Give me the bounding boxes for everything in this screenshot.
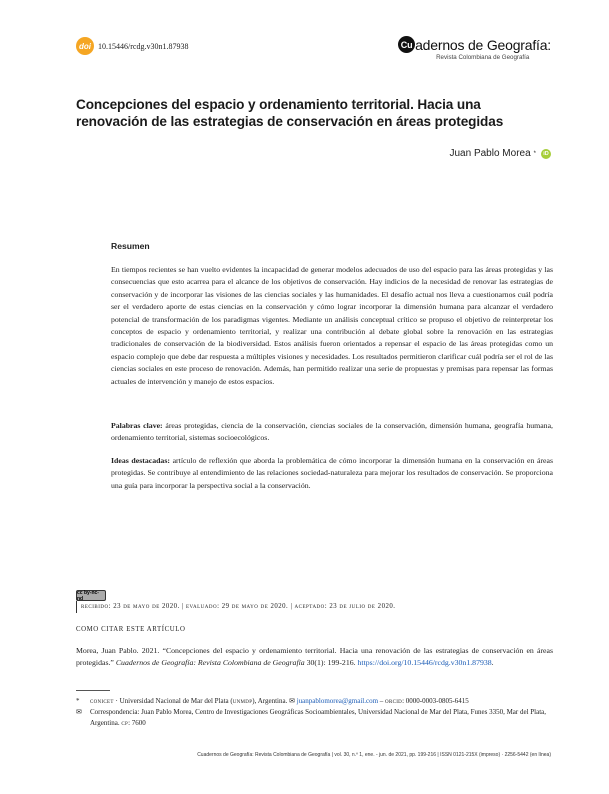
highlights-text: artículo de reflexión que aborda la problemática de cómo incorporar la dimensión humana en la conservación en áreas protegidas. Se contribuye al entendimiento de las relaciones sociedad-naturaleza para mejorar los resultados de conservación. Se proporciona una guía para incorporar la perspectiva social a la conservación.: [111, 456, 553, 490]
keywords: [111, 420, 553, 445]
doi-row: [76, 37, 188, 55]
journal-name-text: adernos de Geografía:: [415, 36, 551, 53]
abstract-body: En tiempos recientes se han vuelto evidentes la incapacidad de generar modelos adecuados de uso del espacio para las áreas protegidas y las consecuencias que esto acarrea para el alcance de los objetivos de conservación. Hay indicios de la necesidad de renovar las estrategias de conservación y de incorporar las visiones de las ciencias sociales y las humanidades. El desafío actual nos lleva a cuestionarnos cuál podría ser el verdadero aporte de estas ciencias en la conservación y cómo lograr incorporar la dimensión humana para alcanzar el verdadero potencial de transformación de los paradigmas vigentes. Mediante un análisis conceptual crítico se propuso el objetivo de reinterpretar los conceptos de espacio y ordenamiento territorial, y realizar una contribución al debate global sobre la renovación en las estrategias tradicionales de conservación de la biodiversidad. Estos análisis fueron orientados a repensar el espacio de las áreas protegidas como un espacio complejo que debe dar respuesta a múltiples visiones y necesidades. Los resultados permitieron clarificar cuál podría ser el rol de las ciencias sociales en este proceso de renovación. Además, han permitido realizar una serie de propuestas y premisas para repensar las formas actuales de intervención y manejo de estos espacios.: [111, 265, 553, 386]
postal-code-value: : 7600: [128, 719, 146, 727]
citation: [76, 645, 553, 669]
abstract-heading: Resumen: [111, 241, 150, 251]
affiliation-conicet: conicet: [90, 697, 114, 705]
footnotes: [76, 696, 553, 729]
footnote-correspondence: [76, 707, 553, 729]
keywords-label: Palabras clave:: [111, 421, 163, 430]
orcid-value: : 0000-0003-0805-6415: [402, 697, 469, 705]
author-name: Juan Pablo Morea: [449, 148, 531, 159]
citation-journal: Cuadernos de Geografía: Revista Colombiana de Geografía: [115, 658, 305, 668]
email-icon: ✉: [289, 697, 295, 705]
cc-license-text: cc by-nc-nd: [77, 589, 99, 602]
journal-mark-icon: Cu: [398, 36, 415, 53]
dates-divider: [76, 601, 77, 613]
author-row: [449, 148, 551, 159]
author-footnote-mark: *: [533, 150, 536, 157]
footnote-affiliation: [76, 696, 553, 707]
postal-code-label: cp: [121, 719, 129, 727]
affiliation-unmdp: unmdp: [232, 697, 253, 705]
author-email-link[interactable]: juanpablomorea@gmail.com: [296, 697, 379, 705]
citation-heading: COMO CITAR ESTE ARTÍCULO: [76, 626, 186, 633]
page-footer: Cuadernos de Geografía: Revista Colombiana de Geografía | vol. 30, n.º 1, ene. - jun. de 2021, pp. 199-216 | ISSN 0121-215X (impreso) · 2256-5442 (en línea): [197, 752, 551, 758]
journal-logo: [398, 36, 551, 61]
citation-issue: 30(1): 199-216.: [304, 658, 358, 668]
affiliation-country: ), Argentina.: [252, 697, 290, 705]
journal-subtitle: Revista Colombiana de Geografía: [436, 54, 530, 61]
highlights-label: Ideas destacadas:: [111, 456, 170, 465]
doi-icon: doi: [76, 37, 94, 55]
correspondence-text: [90, 707, 553, 729]
envelope-icon: ✉: [76, 708, 82, 716]
cc-license-icon[interactable]: [76, 590, 106, 601]
footnote-affiliation-text: [90, 696, 469, 707]
journal-name: [398, 36, 551, 53]
footnote-separator: –: [378, 697, 386, 705]
article-title: Concepciones del espacio y ordenamiento territorial. Hacia una renovación de las estrategias de conservación en áreas protegidas: [76, 97, 504, 129]
citation-text: Morea, Juan Pablo. 2021. “Concepciones del espacio y ordenamiento territorial. Hacia una renovación de las estrategias de conservación en áreas protegidas.”: [76, 646, 553, 668]
orcid-label: orcid: [385, 697, 403, 705]
footnote-divider: [76, 690, 110, 691]
doi-text[interactable]: 10.15446/rcdg.v30n1.87938: [98, 41, 189, 51]
dates-row: recibido: 23 de mayo de 2020. | evaluado: 29 de mayo de 2020. | aceptado: 23 de julio de 2020.: [81, 603, 396, 610]
keywords-text: áreas protegidas, ciencia de la conservación, ciencias sociales de la conservación, dimensión humana, geografía humana, ordenamiento territorial, sistemas socioecológicos.: [111, 421, 553, 443]
highlights: [111, 455, 553, 492]
citation-doi-link[interactable]: https://doi.org/10.15446/rcdg.v30n1.87938: [357, 658, 492, 668]
correspondence-address: Correspondencia: Juan Pablo Morea, Centro de Investigaciones Geográficas Socioambientales, Universidad Nacional de Mar del Plata, Funes 3350, Mar del Plata, Argentina.: [90, 708, 547, 727]
citation-end: .: [491, 658, 494, 668]
footnote-mark: *: [76, 697, 80, 705]
affiliation-university: · Universidad Nacional de Mar del Plata (: [113, 697, 233, 705]
orcid-icon[interactable]: iD: [541, 149, 551, 159]
